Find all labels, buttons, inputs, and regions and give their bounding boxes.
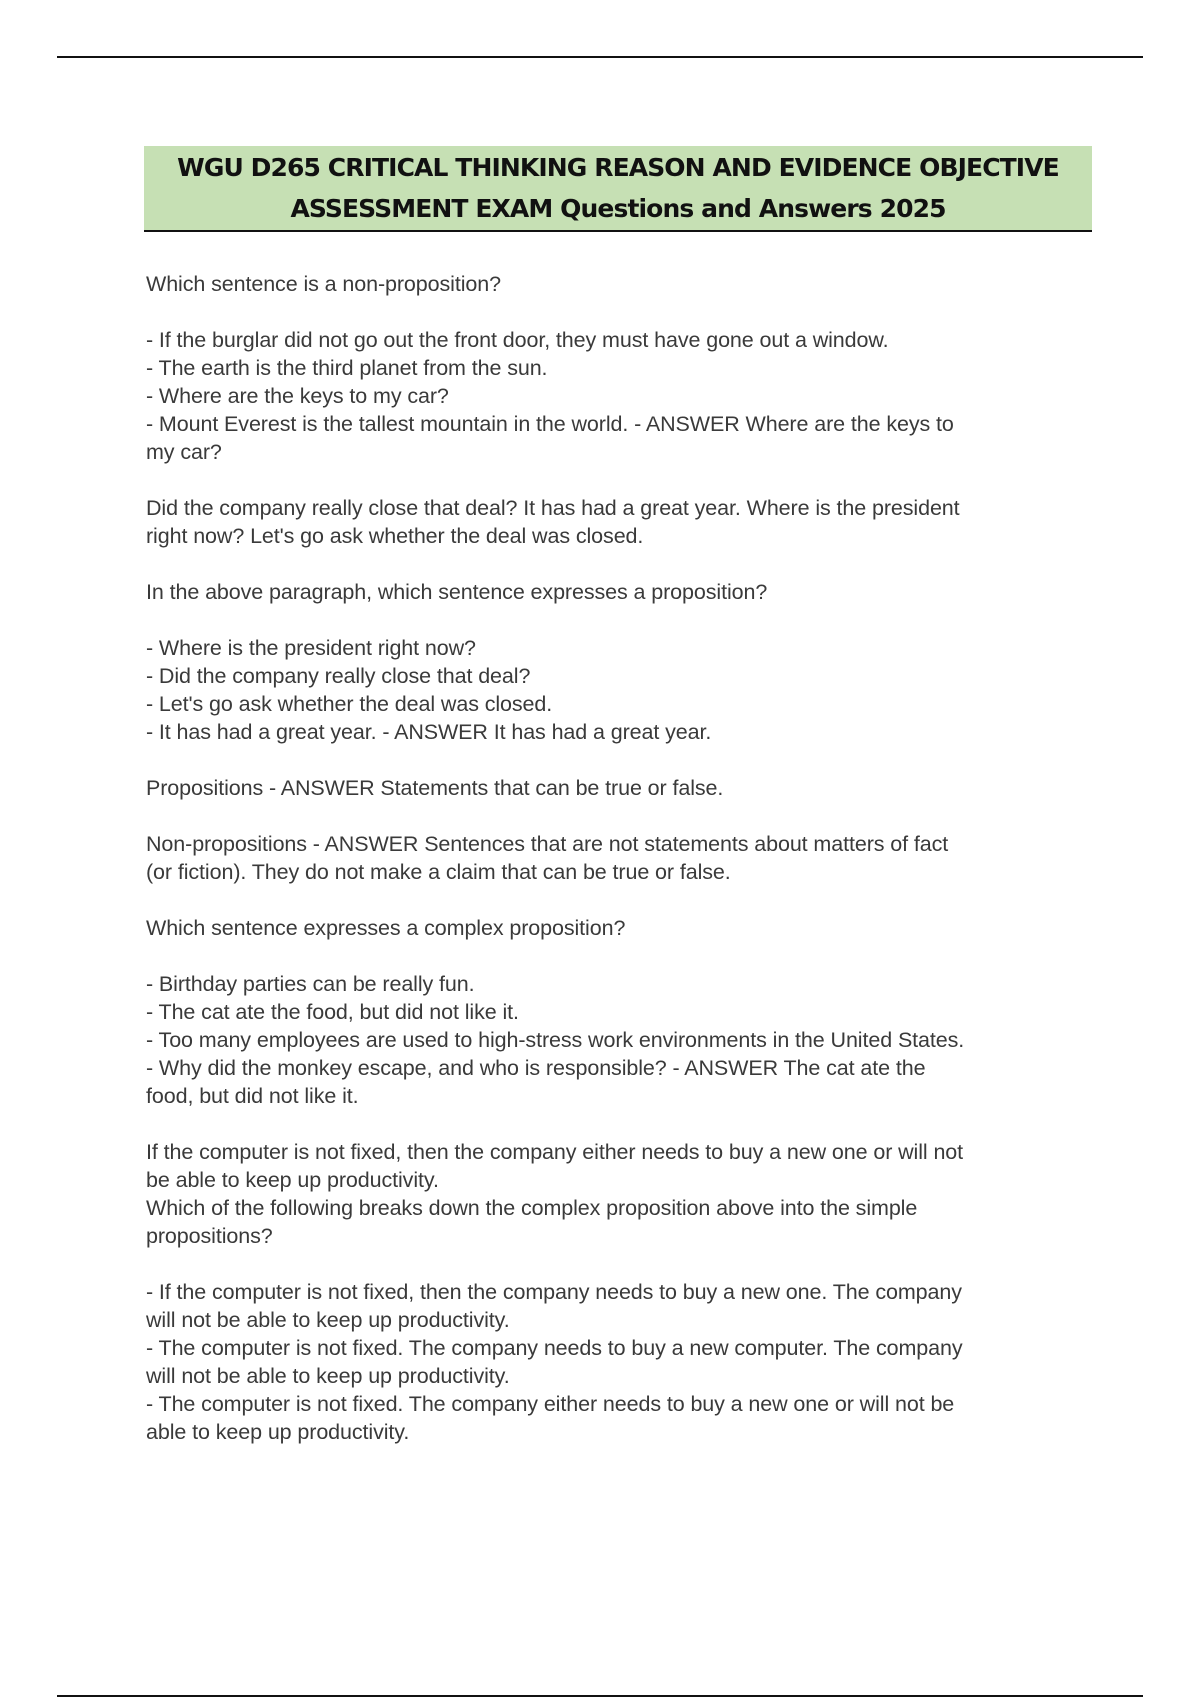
text-line: Which sentence is a non-proposition? [146,272,501,296]
text-line: able to keep up productivity. [146,1420,410,1444]
text-line: - Did the company really close that deal? [146,664,531,688]
text-line: - The earth is the third planet from the sun. [146,356,548,380]
text-line: - Why did the monkey escape, and who is responsible? - ANSWER The cat ate the [146,1056,926,1080]
text-line: Non-propositions - ANSWER Sentences that are not statements about matters of fact [146,832,949,856]
text-line: Which sentence expresses a complex proposition? [146,916,626,940]
text-block [146,774,1096,802]
text-line: - The computer is not fixed. The company needs to buy a new computer. The company [146,1336,963,1360]
document-title-banner [144,146,1092,232]
document-title-line-1: WGU D265 CRITICAL THINKING REASON AND EVIDENCE OBJECTIVE [177,153,1059,182]
text-line: Propositions - ANSWER Statements that can be true or false. [146,776,724,800]
text-block [146,1138,1096,1250]
text-line: - Where are the keys to my car? [146,384,449,408]
text-block [146,578,1096,606]
text-line: In the above paragraph, which sentence expresses a proposition? [146,580,768,604]
header-rule [57,56,1143,58]
text-line: Which of the following breaks down the complex proposition above into the simple [146,1196,918,1220]
text-block [146,830,1096,886]
text-line: be able to keep up productivity. [146,1168,439,1192]
text-line: my car? [146,440,222,464]
text-line: If the computer is not fixed, then the company either needs to buy a new one or will not [146,1140,964,1164]
text-block [146,270,1096,298]
text-line: - Where is the president right now? [146,636,476,660]
text-block [146,326,1096,466]
text-line: (or fiction). They do not make a claim that can be true or false. [146,860,731,884]
text-line: propositions? [146,1224,273,1248]
document-title-line-2: ASSESSMENT EXAM Questions and Answers 2025 [290,194,946,223]
text-line: - Too many employees are used to high-stress work environments in the United States. [146,1028,965,1052]
footer-rule [57,1695,1143,1697]
text-line: - If the computer is not fixed, then the company needs to buy a new one. The company [146,1280,962,1304]
text-block [146,494,1096,550]
text-line: - If the burglar did not go out the front door, they must have gone out a window. [146,328,889,352]
text-block [146,970,1096,1110]
text-line: - Mount Everest is the tallest mountain in the world. - ANSWER Where are the keys to [146,412,954,436]
text-line: - The computer is not fixed. The company either needs to buy a new one or will not be [146,1392,955,1416]
text-line: - It has had a great year. - ANSWER It has had a great year. [146,720,712,744]
text-block [146,1278,1096,1446]
text-line: - The cat ate the food, but did not like it. [146,1000,519,1024]
document-body [146,270,1096,1474]
text-line: will not be able to keep up productivity. [146,1364,510,1388]
text-line: Did the company really close that deal? It has had a great year. Where is the president [146,496,960,520]
text-line: will not be able to keep up productivity. [146,1308,510,1332]
text-line: - Birthday parties can be really fun. [146,972,475,996]
text-block [146,914,1096,942]
text-line: food, but did not like it. [146,1084,359,1108]
text-block [146,634,1096,746]
text-line: - Let's go ask whether the deal was closed. [146,692,553,716]
text-line: right now? Let's go ask whether the deal was closed. [146,524,644,548]
